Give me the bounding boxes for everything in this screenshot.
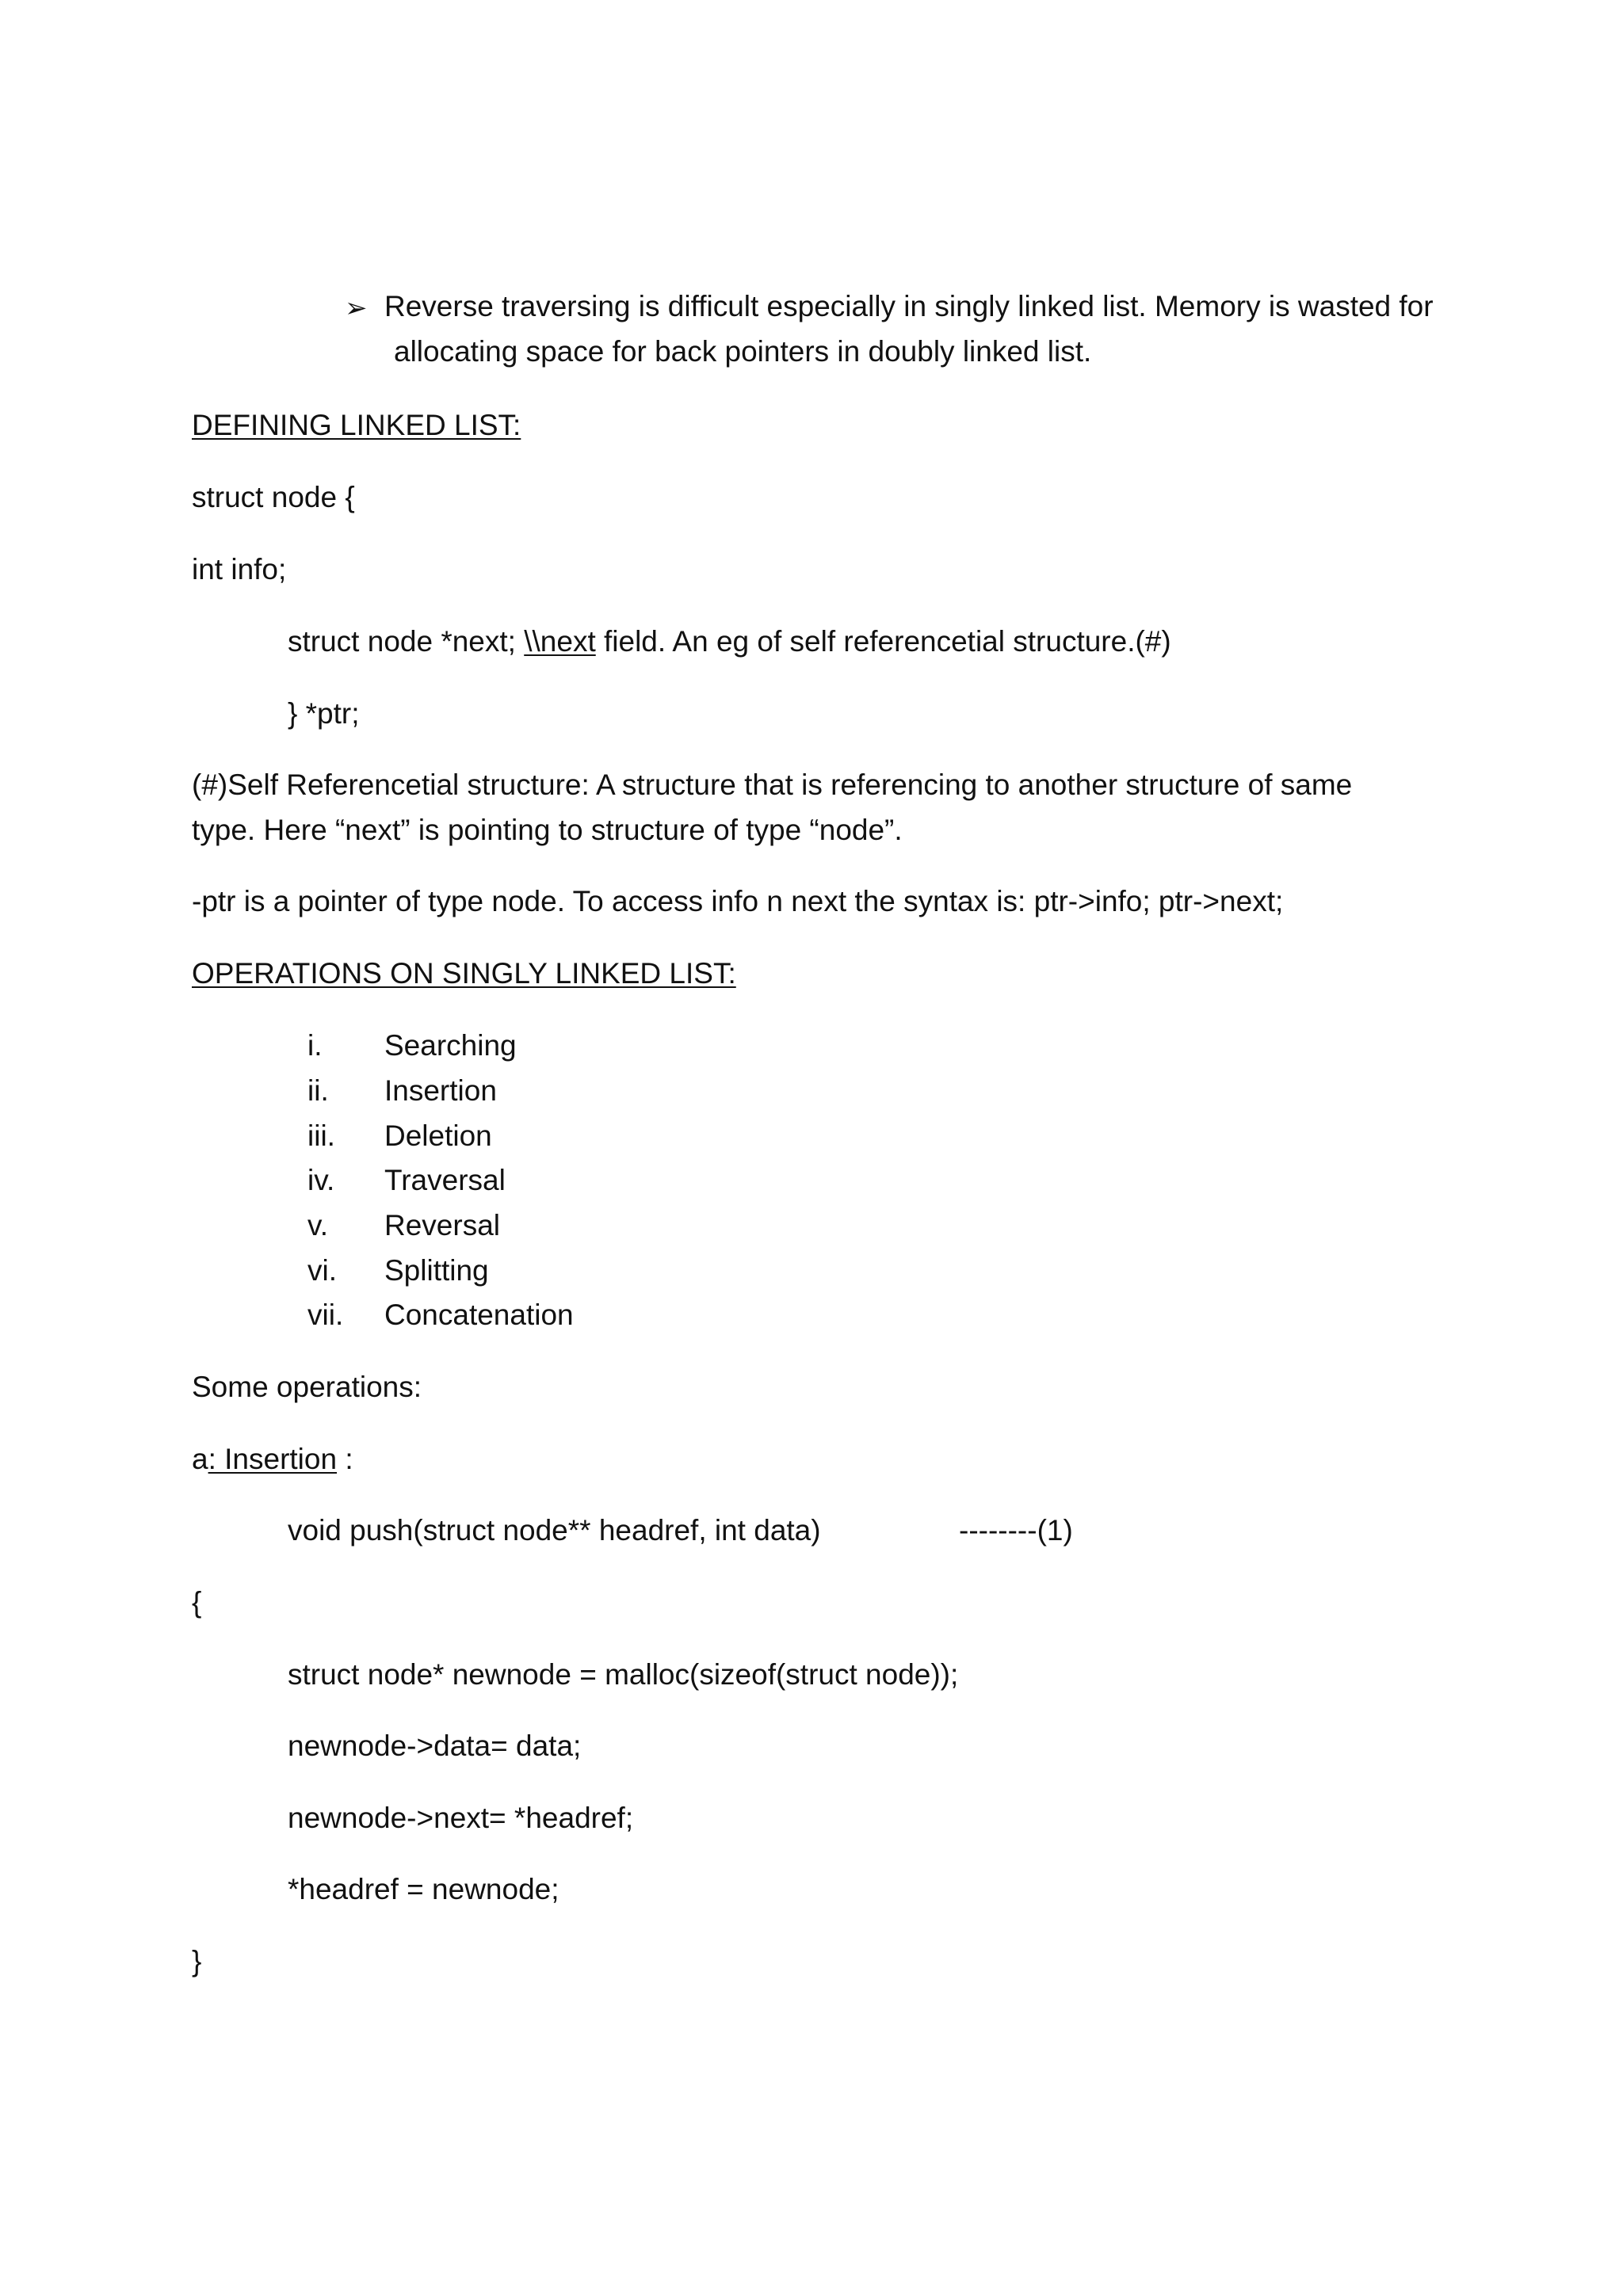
list-item-number: vi. bbox=[307, 1254, 337, 1287]
code-next-comment: field. An eg of self referencetial structure.(#) bbox=[595, 625, 1171, 658]
insertion-prefix: a bbox=[192, 1443, 208, 1475]
bullet-arrow-icon: ➢ bbox=[345, 293, 368, 323]
open-brace: { bbox=[192, 1586, 202, 1619]
list-item-number: ii. bbox=[307, 1074, 329, 1107]
list-item: Concatenation bbox=[384, 1299, 574, 1331]
list-item: Reversal bbox=[384, 1209, 500, 1241]
code-next-decl: struct node *next; bbox=[288, 625, 525, 658]
next-comment-link[interactable]: \\next bbox=[524, 625, 596, 658]
list-item: Insertion bbox=[384, 1074, 497, 1107]
push-signature: void push(struct node** headref, int data) bbox=[288, 1514, 821, 1547]
list-item: Traversal bbox=[384, 1164, 506, 1196]
defining-heading: DEFINING LINKED LIST: bbox=[192, 409, 521, 441]
list-item-number: iii. bbox=[307, 1119, 335, 1152]
close-brace: } bbox=[192, 1945, 202, 1978]
note-line-2: type. Here “next” is pointing to structure of type “node”. bbox=[192, 814, 903, 846]
list-item: Searching bbox=[384, 1029, 517, 1062]
list-item: Deletion bbox=[384, 1119, 492, 1152]
insertion-suffix: : bbox=[337, 1443, 353, 1475]
list-item: Splitting bbox=[384, 1254, 489, 1287]
list-item-number: vii. bbox=[307, 1299, 344, 1331]
code-malloc: struct node* newnode = malloc(sizeof(struct node)); bbox=[288, 1658, 959, 1691]
some-operations: Some operations: bbox=[192, 1371, 422, 1403]
code-struct-close: } *ptr; bbox=[288, 697, 360, 730]
equation-ref: --------(1) bbox=[959, 1514, 1073, 1547]
list-item-number: i. bbox=[307, 1029, 323, 1062]
code-struct-open: struct node { bbox=[192, 481, 355, 513]
bullet-line-2: allocating space for back pointers in doubly linked list. bbox=[394, 335, 1092, 368]
bullet-line-1: Reverse traversing is difficult especially in singly linked list. Memory is wasted for bbox=[384, 290, 1434, 322]
list-item-number: iv. bbox=[307, 1164, 335, 1196]
insertion-heading bbox=[192, 1443, 353, 1477]
code-next-field bbox=[288, 625, 1171, 659]
code-assign-next: newnode->next= *headref; bbox=[288, 1802, 634, 1834]
ptr-note: -ptr is a pointer of type node. To access info n next the syntax is: ptr->info; ptr->next; bbox=[192, 885, 1284, 917]
list-item-number: v. bbox=[307, 1209, 329, 1241]
code-assign-data: newnode->data= data; bbox=[288, 1730, 582, 1762]
note-line-1: (#)Self Referencetial structure: A structure that is referencing to another structure of same bbox=[192, 769, 1353, 801]
code-assign-head: *headref = newnode; bbox=[288, 1873, 559, 1905]
code-int-info: int info; bbox=[192, 553, 287, 585]
operations-heading: OPERATIONS ON SINGLY LINKED LIST: bbox=[192, 957, 736, 990]
insertion-title: : Insertion bbox=[208, 1443, 338, 1475]
